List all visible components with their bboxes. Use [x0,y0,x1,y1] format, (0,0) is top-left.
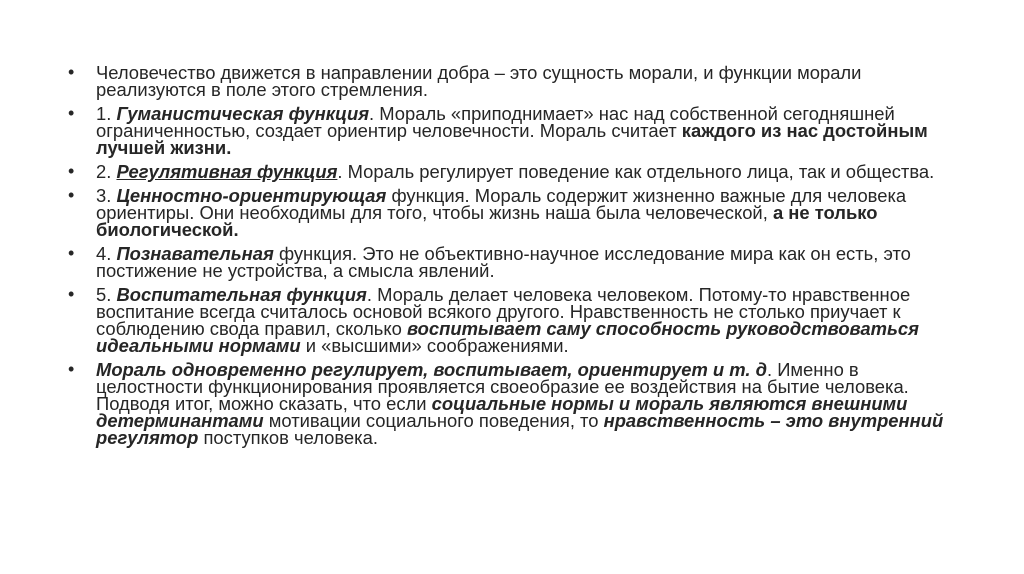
bullet-item [68,361,968,446]
bullet-item [68,245,968,279]
bullet-text-segment: каждого из нас достойным лучшей жизни. [96,120,928,158]
bullet-dot-icon: • [68,62,75,82]
bullet-text-segment: функция. Мораль содержит жизненно важные для человека ориентиры. Они необходимы для того, чтобы жизнь наша была человеческой, [96,185,907,223]
bullet-text-segment: Регулятивная функция [116,161,338,182]
bullet-dot-icon: • [68,103,75,123]
bullet-text-segment: воспитывает саму способность руководствоваться идеальными нормами [96,318,919,356]
bullet-text-segment: мотивации социального поведения, то [263,410,604,431]
bullet-item [68,64,968,98]
bullet-item [68,187,968,238]
bullet-text-segment: Познавательная [116,243,274,264]
bullet-text-segment: а не только биологической. [96,202,878,240]
bullet-text-segment: 5. [96,284,117,305]
bullet-text-segment: поступков человека. [198,427,378,448]
bullet-text-segment: Ценностно-ориентирующая [116,185,387,206]
bullet-text-segment: 2. [96,161,117,182]
bullet-item [68,163,968,180]
bullet-text-segment: нравственность – это внутренний регулятор [96,410,944,448]
bullet-dot-icon: • [68,185,75,205]
bullet-text-segment: Мораль одновременно регулирует, воспитывает, ориентирует и т. д [96,359,767,380]
bullet-text-segment: 3. [96,185,117,206]
bullet-text-segment: Гуманистическая функция [116,103,370,124]
bullet-text-segment: социальные нормы и мораль являются внешними детерминантами [96,393,908,431]
slide-content [68,64,968,453]
bullet-dot-icon: • [68,161,75,181]
bullet-text-segment: Человечество движется в направлении добра – это сущность морали, и функции морали реализуются в поле этого стремления. [96,62,862,100]
bullet-text-segment: Воспитательная функция [116,284,367,305]
bullet-dot-icon: • [68,243,75,263]
bullet-dot-icon: • [68,284,75,304]
bullet-text-segment: . Мораль делает человека человеком. Потому-то нравственное воспитание всегда считалось основой всякого другого. Нравственность не столько приучает к соблюдению свода правил, сколько [96,284,911,339]
bullet-text-segment: 4. [96,243,117,264]
bullet-item [68,286,968,354]
bullet-text-segment: . Именно в целостности функционирования проявляется своеобразие ее воздействия на бытие человека. Подводя итог, можно сказать, что если [96,359,909,414]
bullet-item [68,105,968,156]
bullet-dot-icon: • [68,359,75,379]
bullet-text-segment: функция. Это не объективно-научное исследование мира как он есть, это постижение не устройства, а смысла явлений. [96,243,911,281]
bullet-text-segment: . Мораль «приподнимает» нас над собственной сегодняшней ограниченностью, создает ориентир человечности. Мораль считает [96,103,895,141]
bullet-text-segment: и «высшими» соображениями. [300,335,569,356]
bullet-text-segment: 1. [96,103,117,124]
bullet-list [68,64,968,446]
bullet-text-segment: . Мораль регулирует поведение как отдельного лица, так и общества. [337,161,935,182]
